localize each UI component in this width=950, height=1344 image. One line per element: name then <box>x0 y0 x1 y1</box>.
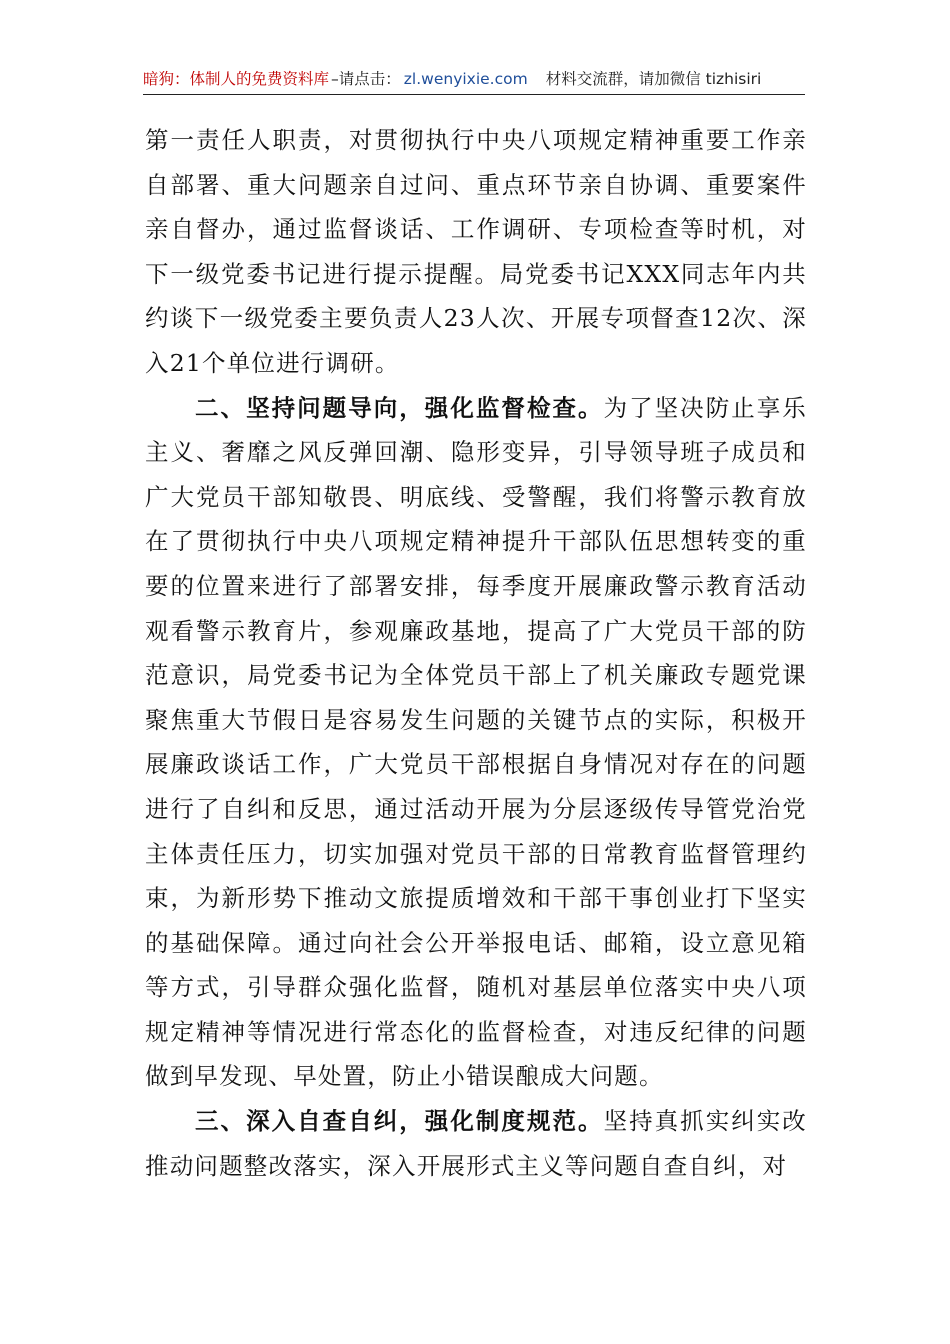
page-header <box>143 66 805 95</box>
header-brand: 暗狗：体制人的免费资料库 <box>143 70 330 88</box>
document-body <box>145 118 807 1188</box>
paragraph-3 <box>145 1099 807 1188</box>
paragraph-1 <box>145 118 807 386</box>
paragraph-2-text: 为了坚决防止享乐主义、奢靡之风反弹回潮、隐形变异，引导领导班子成员和广大党员干部知敬畏、明底线、受警醒，我们将警示教育放在了贯彻执行中央八项规定精神提升干部队伍思想转变的重要的位置来进行了部署安排，每季度开展廉政警示教育活动观看警示教育片，参观廉政基地，提高了广大党员干部的防范意识，局党委书记为全体党员干部上了机关廉政专题党课聚焦重大节假日是容易发生问题的关键节点的实际，积极开展廉政谈话工作，广大党员干部根据自身情况对存在的问题进行了自纠和反思，通过活动开展为分层逐级传导管党治党主体责任压力，切实加强对党员干部的日常教育监督管理约束，为新形势下推动文旅提质增效和干部干事创业打下坚实的基础保障。通过向社会公开举报电话、邮箱，设立意见箱等方式，引导群众强化监督，随机对基层单位落实中央八项规定精神等情况进行常态化的监督检查，对违反纪律的问题做到早发现、早处置，防止小错误酿成大问题。 <box>145 393 808 1091</box>
header-prompt: –请点击： <box>331 70 401 88</box>
section-2-heading: 二、坚持问题导向，强化监督检查。 <box>195 393 604 422</box>
paragraph-2 <box>145 386 807 1100</box>
paragraph-3-text: 坚持真抓实纠实改推动问题整改落实，深入开展形式主义等问题自查自纠，对 <box>145 1107 808 1180</box>
section-3-heading: 三、深入自查自纠，强化制度规范。 <box>195 1107 604 1136</box>
header-wechat-group: 材料交流群，请加微信 tizhisiri <box>545 70 762 88</box>
paragraph-1-text: 第一责任人职责，对贯彻执行中央八项规定精神重要工作亲自部署、重大问题亲自过问、重点环节亲自协调、重要案件亲自督办，通过监督谈话、工作调研、专项检查等时机，对下一级党委书记进行提示提醒。局党委书记XXX同志年内共约谈下一级党委主要负责人23人次、开展专项督查12次、深入21个单位进行调研。 <box>145 126 807 377</box>
header-link[interactable]: zl.wenyixie.com <box>403 70 528 88</box>
